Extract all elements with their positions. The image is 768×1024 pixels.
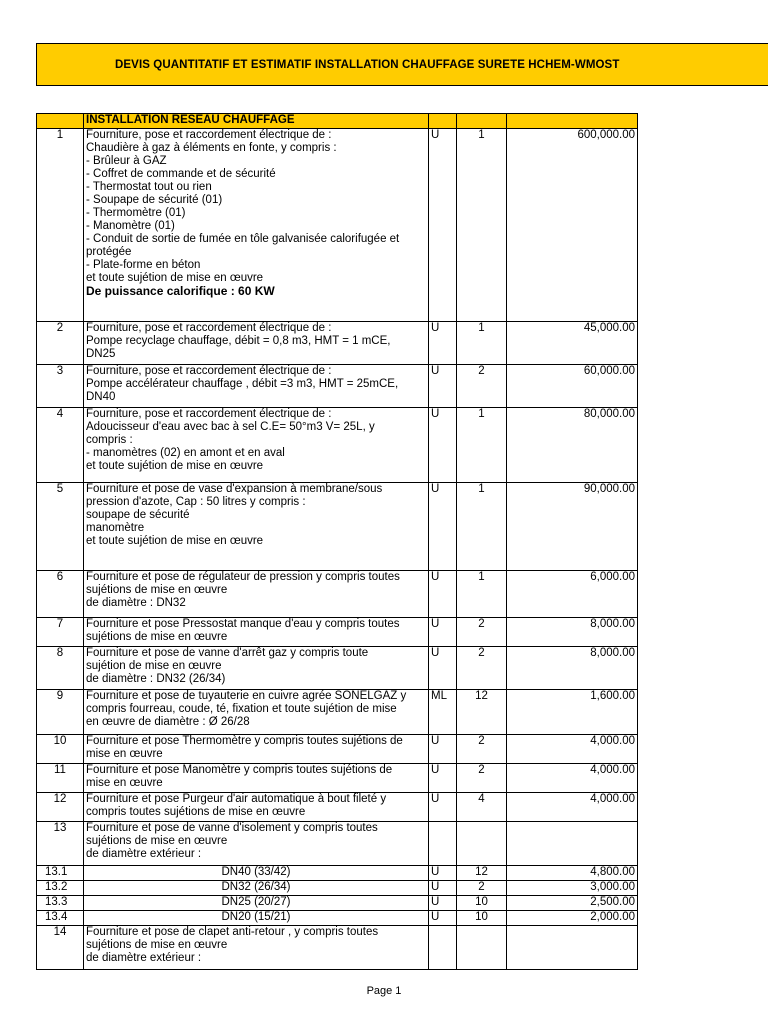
document-title-bar xyxy=(36,43,768,86)
description-line: - Conduit de sortie de fumée en tôle galvanisée calorifugée et xyxy=(86,233,400,245)
item-unit-price: 4,000.00 xyxy=(507,764,638,793)
description-line: - Thermomètre (01) xyxy=(86,207,186,219)
section-header-num-cell xyxy=(37,114,84,129)
item-unit-price: 80,000.00 xyxy=(507,408,638,483)
item-quantity: 1 xyxy=(457,322,507,365)
description-line: Fourniture et pose de régulateur de pression y compris toutes xyxy=(86,571,400,583)
item-description xyxy=(84,881,429,896)
section-header-row xyxy=(37,114,638,129)
description-line: sujétion de mise en œuvre xyxy=(86,660,222,672)
item-number: 13.1 xyxy=(37,866,84,881)
item-unit: U xyxy=(429,322,457,365)
item-unit: U xyxy=(429,735,457,764)
description-line: Fourniture et pose de vase d'expansion à membrane/sous xyxy=(86,483,383,495)
item-unit: U xyxy=(429,764,457,793)
description-line: mise en œuvre xyxy=(86,748,163,760)
item-unit xyxy=(429,822,457,866)
item-unit-price: 4,000.00 xyxy=(507,793,638,822)
item-quantity: 10 xyxy=(457,911,507,926)
item-description xyxy=(84,896,429,911)
item-row xyxy=(37,322,638,365)
item-unit-price: 90,000.00 xyxy=(507,483,638,571)
item-description xyxy=(84,793,429,822)
item-row xyxy=(37,735,638,764)
item-number: 4 xyxy=(37,408,84,483)
quantity-estimate-table xyxy=(36,113,638,970)
description-line: DN40 (33/42) xyxy=(221,866,291,878)
item-number: 8 xyxy=(37,647,84,690)
item-unit-price xyxy=(507,926,638,970)
description-line: Pompe accélérateur chauffage , débit =3 m3, HMT = 25mCE, xyxy=(86,378,399,390)
description-line: et toute sujétion de mise en œuvre xyxy=(86,535,264,547)
item-unit: U xyxy=(429,866,457,881)
description-line: Fourniture, pose et raccordement électrique de : xyxy=(86,365,332,377)
item-description xyxy=(84,322,429,365)
description-line: Fourniture, pose et raccordement électrique de : xyxy=(86,322,332,334)
item-number: 13.4 xyxy=(37,911,84,926)
item-row xyxy=(37,618,638,647)
item-quantity: 10 xyxy=(457,896,507,911)
item-description xyxy=(84,129,429,322)
item-number: 9 xyxy=(37,690,84,735)
item-row xyxy=(37,647,638,690)
item-unit-price: 4,000.00 xyxy=(507,735,638,764)
description-line: et toute sujétion de mise en œuvre xyxy=(86,272,264,284)
item-unit-price: 60,000.00 xyxy=(507,365,638,408)
description-line: mise en œuvre xyxy=(86,777,163,789)
description-line: sujétions de mise en œuvre xyxy=(86,835,228,847)
description-line: Fourniture et pose Pressostat manque d'eau y compris toutes xyxy=(86,618,400,630)
item-unit-price: 45,000.00 xyxy=(507,322,638,365)
description-line: protégée xyxy=(86,246,132,258)
item-quantity: 1 xyxy=(457,483,507,571)
description-line: Fourniture et pose de vanne d'isolement y compris toutes xyxy=(86,822,378,834)
item-row xyxy=(37,571,638,618)
item-description xyxy=(84,647,429,690)
item-unit-price: 4,800.00 xyxy=(507,866,638,881)
description-line: de diamètre extérieur : xyxy=(86,952,202,964)
item-quantity: 4 xyxy=(457,793,507,822)
item-description xyxy=(84,408,429,483)
item-unit-price: 8,000.00 xyxy=(507,647,638,690)
sub-item-row xyxy=(37,896,638,911)
section-header-price-cell xyxy=(507,114,638,129)
item-unit-price: 3,000.00 xyxy=(507,881,638,896)
description-line: - Plate-forme en béton xyxy=(86,259,201,271)
item-unit: U xyxy=(429,571,457,618)
description-line: DN25 (20/27) xyxy=(221,896,291,908)
description-line: - Soupape de sécurité (01) xyxy=(86,194,223,206)
item-description xyxy=(84,866,429,881)
item-unit-price: 8,000.00 xyxy=(507,618,638,647)
description-line: Fourniture et pose Thermomètre y compris toutes sujétions de xyxy=(86,735,403,747)
description-line: Fourniture et pose de vanne d'arrêt gaz y compris toute xyxy=(86,647,369,659)
item-unit-price: 2,000.00 xyxy=(507,911,638,926)
description-line: de diamètre : DN32 (26/34) xyxy=(86,673,226,685)
item-unit: U xyxy=(429,647,457,690)
item-description xyxy=(84,618,429,647)
description-line: Pompe recyclage chauffage, débit = 0,8 m3, HMT = 1 mCE, xyxy=(86,335,391,347)
item-description xyxy=(84,911,429,926)
item-quantity xyxy=(457,822,507,866)
item-quantity: 1 xyxy=(457,408,507,483)
item-description xyxy=(84,822,429,866)
item-row xyxy=(37,483,638,571)
description-line: Chaudière à gaz à éléments en fonte, y compris : xyxy=(86,142,337,154)
description-line: DN20 (15/21) xyxy=(221,911,291,923)
item-unit-price: 600,000.00 xyxy=(507,129,638,322)
item-quantity: 1 xyxy=(457,129,507,322)
description-line: sujétions de mise en œuvre xyxy=(86,939,228,951)
item-number: 2 xyxy=(37,322,84,365)
item-number: 1 xyxy=(37,129,84,322)
item-number: 13 xyxy=(37,822,84,866)
item-number: 11 xyxy=(37,764,84,793)
item-unit-price: 2,500.00 xyxy=(507,896,638,911)
item-number: 10 xyxy=(37,735,84,764)
description-line: Fourniture, pose et raccordement électrique de : xyxy=(86,408,332,420)
section-header-qty-cell xyxy=(457,114,507,129)
section-header-unit-cell xyxy=(429,114,457,129)
description-line: DN32 (26/34) xyxy=(221,881,291,893)
description-line: Fourniture et pose Purgeur d'air automatique à bout fileté y xyxy=(86,793,387,805)
item-description xyxy=(84,926,429,970)
item-number: 6 xyxy=(37,571,84,618)
item-quantity: 2 xyxy=(457,647,507,690)
document-title: DEVIS QUANTITATIF ET ESTIMATIF INSTALLATION CHAUFFAGE SURETE HCHEM-WMOST xyxy=(115,58,620,71)
sub-item-row xyxy=(37,911,638,926)
item-description xyxy=(84,690,429,735)
item-quantity: 2 xyxy=(457,764,507,793)
item-unit: U xyxy=(429,483,457,571)
item-row xyxy=(37,408,638,483)
sub-item-row xyxy=(37,866,638,881)
description-line: manomètre xyxy=(86,522,145,534)
description-line: Adoucisseur d'eau avec bac à sel C.E= 50°m3 V= 25L, y xyxy=(86,421,375,433)
description-line: - Manomètre (01) xyxy=(86,220,175,232)
item-unit: U xyxy=(429,793,457,822)
description-line: sujétions de mise en œuvre xyxy=(86,631,228,643)
description-line: sujétions de mise en œuvre xyxy=(86,584,228,596)
item-unit-price: 1,600.00 xyxy=(507,690,638,735)
item-description xyxy=(84,764,429,793)
item-number: 7 xyxy=(37,618,84,647)
item-row xyxy=(37,926,638,970)
item-quantity: 2 xyxy=(457,618,507,647)
description-line: DN25 xyxy=(86,348,116,360)
description-line: Fourniture et pose Manomètre y compris toutes sujétions de xyxy=(86,764,393,776)
sub-item-row xyxy=(37,881,638,896)
item-quantity xyxy=(457,926,507,970)
description-line: - Thermostat tout ou rien xyxy=(86,181,212,193)
item-description xyxy=(84,365,429,408)
item-unit: ML xyxy=(429,690,457,735)
item-unit: U xyxy=(429,129,457,322)
item-quantity: 12 xyxy=(457,866,507,881)
item-unit-price: 6,000.00 xyxy=(507,571,638,618)
description-line: DN40 xyxy=(86,391,116,403)
item-unit: U xyxy=(429,911,457,926)
item-unit xyxy=(429,926,457,970)
description-line: en œuvre de diamètre : Ø 26/28 xyxy=(86,716,250,728)
item-number: 13.3 xyxy=(37,896,84,911)
description-line: de diamètre extérieur : xyxy=(86,848,202,860)
item-unit: U xyxy=(429,365,457,408)
page-number: Page 1 xyxy=(366,985,402,997)
description-line: compris : xyxy=(86,434,133,446)
item-row xyxy=(37,365,638,408)
description-line: de diamètre : DN32 xyxy=(86,597,186,609)
description-line: compris toutes sujétions de mise en œuvre xyxy=(86,806,306,818)
item-description xyxy=(84,735,429,764)
item-description xyxy=(84,571,429,618)
capacity-emphasis: De puissance calorifique : 60 KW xyxy=(86,284,275,298)
item-number: 3 xyxy=(37,365,84,408)
item-row xyxy=(37,793,638,822)
item-row xyxy=(37,764,638,793)
item-number: 12 xyxy=(37,793,84,822)
item-unit-price xyxy=(507,822,638,866)
item-unit: U xyxy=(429,896,457,911)
description-line: soupape de sécurité xyxy=(86,509,190,521)
description-line: pression d'azote, Cap : 50 litres y compris : xyxy=(86,496,306,508)
description-line: - Brûleur à GAZ xyxy=(86,155,167,167)
item-number: 14 xyxy=(37,926,84,970)
item-quantity: 12 xyxy=(457,690,507,735)
section-title: INSTALLATION RESEAU CHAUFFAGE xyxy=(84,114,429,129)
description-line: compris fourreau, coude, té, fixation et toute sujétion de mise xyxy=(86,703,397,715)
item-quantity: 1 xyxy=(457,571,507,618)
description-line: Fourniture et pose de clapet anti-retour , y compris toutes xyxy=(86,926,379,938)
description-line: Fourniture, pose et raccordement électrique de : xyxy=(86,129,332,141)
item-number: 13.2 xyxy=(37,881,84,896)
item-unit: U xyxy=(429,618,457,647)
item-quantity: 2 xyxy=(457,881,507,896)
item-row xyxy=(37,129,638,322)
item-quantity: 2 xyxy=(457,735,507,764)
description-line: - manomètres (02) en amont et en aval xyxy=(86,447,285,459)
item-row xyxy=(37,690,638,735)
item-unit: U xyxy=(429,408,457,483)
item-row xyxy=(37,822,638,866)
description-line: Fourniture et pose de tuyauterie en cuivre agrée SONELGAZ y xyxy=(86,690,407,702)
description-line: et toute sujétion de mise en œuvre xyxy=(86,460,264,472)
item-description xyxy=(84,483,429,571)
description-line: - Coffret de commande et de sécurité xyxy=(86,168,276,180)
item-quantity: 2 xyxy=(457,365,507,408)
item-number: 5 xyxy=(37,483,84,571)
item-unit: U xyxy=(429,881,457,896)
